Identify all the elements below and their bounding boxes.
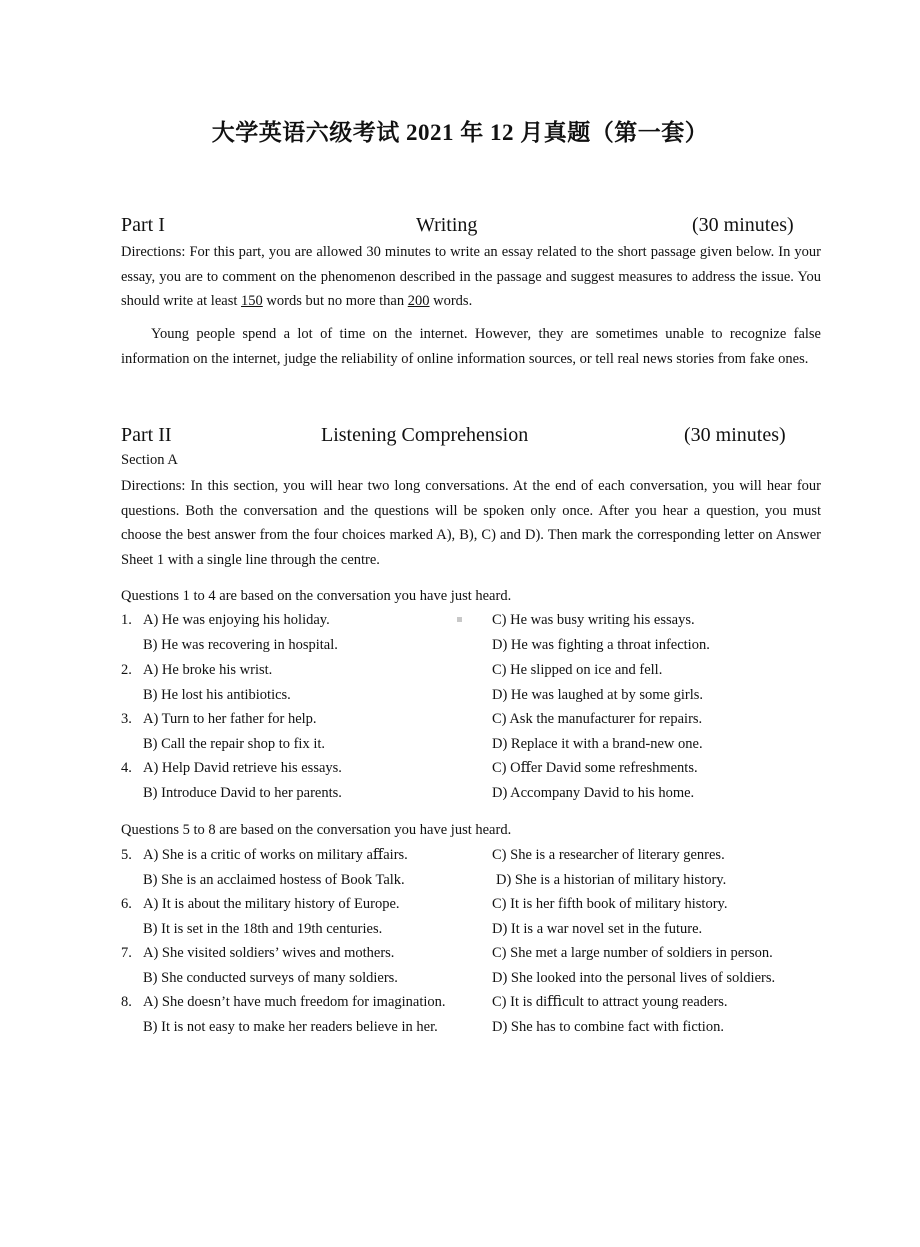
option-b: B) He was recovering in hospital. bbox=[143, 637, 338, 653]
option-d: D) He was fighting a throat infection. bbox=[492, 637, 710, 653]
option-c: C) It is diﬃcult to attract young readers. bbox=[492, 994, 728, 1010]
part2-time: (30 minutes) bbox=[684, 424, 786, 446]
option-c: C) She met a large number of soldiers in person. bbox=[492, 945, 773, 961]
directions-text: words. bbox=[429, 293, 473, 309]
option-a: A) It is about the military history of Europe. bbox=[143, 896, 400, 912]
question-number: 1. bbox=[121, 612, 132, 628]
part1-time: (30 minutes) bbox=[692, 214, 794, 236]
option-b: B) Introduce David to her parents. bbox=[143, 785, 342, 801]
option-b: B) Call the repair shop to fix it. bbox=[143, 736, 326, 752]
part1-name: Writing bbox=[416, 214, 478, 236]
part1-label: Part I bbox=[121, 214, 165, 236]
part2-name: Listening Comprehension bbox=[321, 424, 529, 446]
option-d: D) She has to combine fact with fiction. bbox=[492, 1019, 724, 1035]
question-number: 2. bbox=[121, 662, 132, 678]
option-a: A) Turn to her father for help. bbox=[143, 711, 317, 727]
question-number: 4. bbox=[121, 760, 132, 776]
option-a: A) Help David retrieve his essays. bbox=[143, 760, 342, 776]
part1-directions bbox=[121, 240, 821, 314]
directions-text: Directions: For this part, you are allowed 30 minutes to write an essay related to the short passage given below. In your essay, you are to comment on the phenomenon described in the passage and suggest measures to address the issue. You should write at least bbox=[121, 244, 821, 309]
option-c: C) Oﬀer David some refreshments. bbox=[492, 760, 698, 776]
question-number: 5. bbox=[121, 847, 132, 863]
question-number: 8. bbox=[121, 994, 132, 1010]
option-b: B) She is an acclaimed hostess of Book Talk. bbox=[143, 872, 405, 888]
option-a: A) She visited soldiers’ wives and mothers. bbox=[143, 945, 395, 961]
question-number: 6. bbox=[121, 896, 132, 912]
part2-directions: Directions: In this section, you will hear two long conversations. At the end of each conversation, you will hear four questions. Both the conversation and the questions will be spoken only once. After you hear a question, you must choose the best answer from the four choices marked A), B), C) and D). Then mark the corresponding letter on Answer Sheet 1 with a single line through the centre. bbox=[121, 478, 821, 568]
writing-passage: Young people spend a lot of time on the internet. However, they are sometimes unable to recognize false information on the internet, judge the reliability of online information sources, or tell real news stories from fake ones. bbox=[121, 326, 821, 367]
part2-label: Part II bbox=[121, 424, 172, 446]
option-d: D) He was laughed at by some girls. bbox=[492, 687, 704, 703]
option-b: B) It is set in the 18th and 19th centuries. bbox=[143, 921, 383, 937]
directions-text: words but no more than bbox=[262, 293, 408, 309]
min-words: 150 bbox=[241, 293, 263, 309]
scan-mark bbox=[457, 617, 462, 622]
option-c: C) It is her fifth book of military history. bbox=[492, 896, 728, 912]
option-c: C) He slipped on ice and fell. bbox=[492, 662, 663, 678]
option-d: D) Replace it with a brand-new one. bbox=[492, 736, 703, 752]
option-d: D) It is a war novel set in the future. bbox=[492, 921, 703, 937]
option-c: C) He was busy writing his essays. bbox=[492, 612, 695, 628]
option-d: D) She looked into the personal lives of soldiers. bbox=[492, 970, 776, 986]
option-a: A) She doesn’t have much freedom for imagination. bbox=[143, 994, 446, 1010]
max-words: 200 bbox=[407, 293, 430, 309]
option-b: B) He lost his antibiotics. bbox=[143, 687, 291, 703]
option-b: B) It is not easy to make her readers believe in her. bbox=[143, 1019, 438, 1035]
option-c: C) She is a researcher of literary genres. bbox=[492, 847, 725, 863]
option-a: A) She is a critic of works on military aﬀairs. bbox=[143, 847, 408, 863]
section-a-label: Section A bbox=[121, 452, 178, 468]
question-number: 3. bbox=[121, 711, 132, 727]
group2-intro: Questions 5 to 8 are based on the conversation you have just heard. bbox=[121, 822, 512, 838]
option-a: A) He was enjoying his holiday. bbox=[143, 612, 330, 628]
question-number: 7. bbox=[121, 945, 132, 961]
option-a: A) He broke his wrist. bbox=[143, 662, 273, 678]
page-title: 大学英语六级考试 2021 年 12 月真题（第一套） bbox=[211, 120, 709, 145]
option-b: B) She conducted surveys of many soldiers. bbox=[143, 970, 398, 986]
option-c: C) Ask the manufacturer for repairs. bbox=[492, 711, 703, 727]
group1-intro: Questions 1 to 4 are based on the conversation you have just heard. bbox=[121, 588, 512, 604]
option-d: D) Accompany David to his home. bbox=[492, 785, 695, 801]
option-d: D) She is a historian of military history. bbox=[496, 872, 727, 888]
